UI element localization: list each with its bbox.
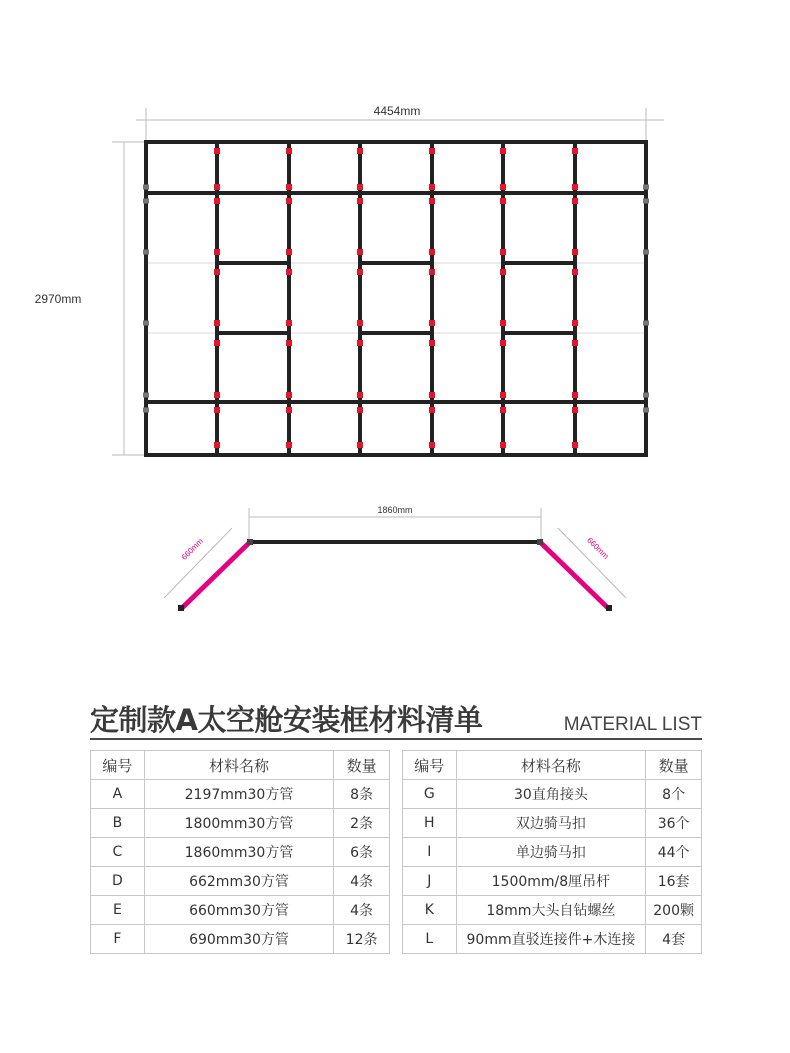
connector-marker [572, 269, 578, 275]
connector-marker [429, 249, 435, 255]
table-row [91, 896, 390, 925]
row-qty: 200颗 [646, 896, 702, 925]
table-row [403, 867, 702, 896]
connector-marker [500, 392, 506, 398]
title-row [90, 698, 702, 740]
connector-marker [286, 442, 292, 448]
connector-marker [357, 184, 363, 190]
connector-marker [429, 148, 435, 154]
side-clip-marker [143, 199, 149, 204]
connector-marker [357, 407, 363, 413]
connector-marker [357, 340, 363, 346]
row-id: B [91, 809, 145, 838]
cross-section [178, 539, 612, 611]
connector-marker [500, 340, 506, 346]
connector-marker [572, 320, 578, 326]
connector-marker [286, 184, 292, 190]
table-row [91, 780, 390, 809]
connector-marker [286, 148, 292, 154]
row-id: H [403, 809, 457, 838]
connector-marker [429, 198, 435, 204]
page-subtitle: MATERIAL LIST [563, 714, 702, 735]
connector-marker [214, 407, 220, 413]
connector-marker [500, 442, 506, 448]
connector-marker [500, 198, 506, 204]
frame-outer [146, 142, 646, 455]
row-qty: 4条 [334, 867, 390, 896]
connector-marker [572, 442, 578, 448]
connector-marker [286, 269, 292, 275]
table-row [403, 896, 702, 925]
connector-marker [429, 340, 435, 346]
table-row [91, 838, 390, 867]
left-side-label: 660mm [179, 536, 205, 562]
row-id: I [403, 838, 457, 867]
table-header-row [91, 751, 390, 780]
header-qty: 数量 [646, 751, 702, 780]
connector-marker [286, 407, 292, 413]
section-joint [247, 539, 253, 545]
connector-marker [286, 340, 292, 346]
row-qty: 36个 [646, 809, 702, 838]
header-id: 编号 [403, 751, 457, 780]
side-clip-marker [143, 250, 149, 255]
connector-marker [357, 198, 363, 204]
section-end [178, 605, 184, 611]
row-name: 660mm30方管 [144, 896, 333, 925]
section-joint [537, 539, 543, 545]
row-qty: 8条 [334, 780, 390, 809]
header-id: 编号 [91, 751, 145, 780]
row-name: 1860mm30方管 [144, 838, 333, 867]
side-clip-marker [643, 185, 649, 190]
header-qty: 数量 [334, 751, 390, 780]
row-id: A [91, 780, 145, 809]
connector-marker [500, 320, 506, 326]
page-title: 定制款A太空舱安装框材料清单 [90, 703, 483, 737]
row-name: 单边骑马扣 [456, 838, 646, 867]
row-name: 1500mm/8厘吊杆 [456, 867, 646, 896]
row-qty: 12条 [334, 925, 390, 954]
row-name: 30直角接头 [456, 780, 646, 809]
connector-marker [500, 269, 506, 275]
bottom-width-label: 1860mm [377, 505, 413, 515]
side-clip-marker [143, 321, 149, 326]
connector-marker [214, 148, 220, 154]
connector-marker [286, 320, 292, 326]
connector-marker [357, 269, 363, 275]
connector-marker [214, 340, 220, 346]
side-clip-marker [143, 185, 149, 190]
connector-marker [572, 249, 578, 255]
side-clip-marker [643, 393, 649, 398]
connector-marker [357, 148, 363, 154]
row-id: D [91, 867, 145, 896]
row-qty: 4套 [646, 925, 702, 954]
material-table-left [90, 750, 390, 954]
side-clip-marker [643, 321, 649, 326]
row-id: F [91, 925, 145, 954]
height-label: 2970mm [34, 292, 82, 306]
connector-marker [429, 184, 435, 190]
row-qty: 44个 [646, 838, 702, 867]
table-row [403, 925, 702, 954]
connector-marker [214, 269, 220, 275]
title-divider [90, 738, 702, 740]
frame-structure [146, 142, 646, 455]
connector-marker [572, 184, 578, 190]
connector-marker [214, 184, 220, 190]
section-end [606, 605, 612, 611]
row-id: K [403, 896, 457, 925]
guide-lines [146, 263, 646, 333]
connector-marker [214, 249, 220, 255]
connector-marker [214, 442, 220, 448]
connector-marker [214, 198, 220, 204]
connector-marker [286, 392, 292, 398]
side-clip-marker [143, 408, 149, 413]
row-qty: 2条 [334, 809, 390, 838]
connector-marker [572, 198, 578, 204]
row-name: 18mm大头自钻螺丝 [456, 896, 646, 925]
row-id: L [403, 925, 457, 954]
row-id: C [91, 838, 145, 867]
connector-marker [572, 392, 578, 398]
row-name: 双边骑马扣 [456, 809, 646, 838]
connector-marker [500, 184, 506, 190]
table-row [403, 838, 702, 867]
row-name: 1800mm30方管 [144, 809, 333, 838]
row-name: 690mm30方管 [144, 925, 333, 954]
header-name: 材料名称 [144, 751, 333, 780]
table-row [91, 809, 390, 838]
table-row [91, 925, 390, 954]
row-name: 90mm直驳连接件+木连接 [456, 925, 646, 954]
connector-marker [429, 442, 435, 448]
row-qty: 16套 [646, 867, 702, 896]
connector-marker [357, 249, 363, 255]
connector-marker [429, 320, 435, 326]
row-qty: 8个 [646, 780, 702, 809]
table-header-row [403, 751, 702, 780]
connector-marker [286, 249, 292, 255]
connector-marker [214, 392, 220, 398]
connector-marker [572, 340, 578, 346]
side-clip-marker [143, 393, 149, 398]
side-clip-marker [643, 408, 649, 413]
connector-marker [286, 198, 292, 204]
row-id: J [403, 867, 457, 896]
material-table-right [402, 750, 702, 954]
width-label: 4454mm [373, 104, 421, 118]
row-id: G [403, 780, 457, 809]
table-row [91, 867, 390, 896]
table-row [403, 809, 702, 838]
connector-marker [214, 320, 220, 326]
row-id: E [91, 896, 145, 925]
connector-marker [500, 148, 506, 154]
header-name: 材料名称 [456, 751, 646, 780]
connector-marker [429, 392, 435, 398]
dimension-lines [112, 108, 664, 598]
side-clip-marker [643, 199, 649, 204]
connector-marker [429, 269, 435, 275]
row-name: 662mm30方管 [144, 867, 333, 896]
connector-marker [357, 320, 363, 326]
row-qty: 6条 [334, 838, 390, 867]
connector-marker [357, 442, 363, 448]
row-qty: 4条 [334, 896, 390, 925]
connector-marker [429, 407, 435, 413]
connector-marker [500, 407, 506, 413]
side-clip-marker [643, 250, 649, 255]
connector-marker [572, 148, 578, 154]
table-row [403, 780, 702, 809]
connector-marker [572, 407, 578, 413]
connector-marker [500, 249, 506, 255]
connector-marker [357, 392, 363, 398]
right-side-label: 660mm [585, 535, 611, 561]
row-name: 2197mm30方管 [144, 780, 333, 809]
